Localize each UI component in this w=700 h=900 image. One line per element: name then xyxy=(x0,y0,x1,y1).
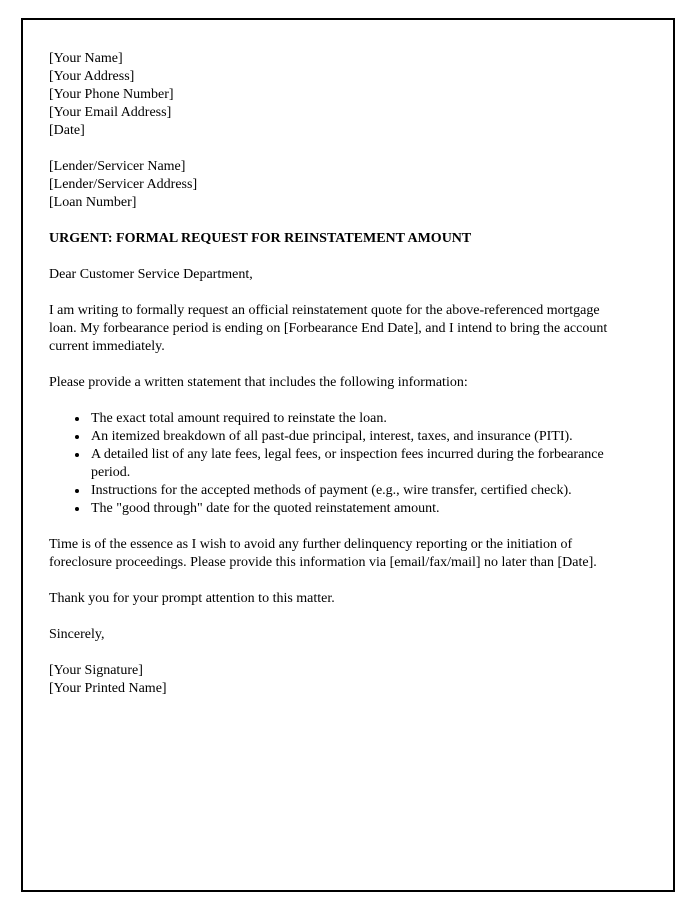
paragraph-request: Please provide a written statement that includes the following information: xyxy=(49,375,468,390)
printed-name-line: [Your Printed Name] xyxy=(49,681,167,696)
recipient-block xyxy=(49,158,623,212)
sender-email-line: [Your Email Address] xyxy=(49,105,172,120)
signature-block xyxy=(49,662,623,698)
sender-block xyxy=(49,50,623,140)
sender-date-line: [Date] xyxy=(49,123,85,138)
list-item: • The exact total amount required to reinstate the loan. xyxy=(89,410,623,428)
list-item: • An itemized breakdown of all past-due principal, interest, taxes, and insurance (PITI). xyxy=(89,428,623,446)
salutation: Dear Customer Service Department, xyxy=(49,267,253,282)
recipient-name-line: [Lender/Servicer Name] xyxy=(49,159,186,174)
recipient-address-line: [Lender/Servicer Address] xyxy=(49,177,198,192)
paragraph-thanks: Thank you for your prompt attention to this matter. xyxy=(49,591,335,606)
list-item: • Instructions for the accepted methods of payment (e.g., wire transfer, certified check). xyxy=(89,482,623,500)
request-items-list xyxy=(49,410,623,518)
subject-line: URGENT: FORMAL REQUEST FOR REINSTATEMENT AMOUNT xyxy=(49,231,472,246)
recipient-loan-number-line: [Loan Number] xyxy=(49,195,137,210)
list-item: • A detailed list of any late fees, legal fees, or inspection fees incurred during the forbearance period. xyxy=(89,446,623,482)
sender-name-line: [Your Name] xyxy=(49,51,123,66)
sender-address-line: [Your Address] xyxy=(49,69,135,84)
paragraph-urgency: Time is of the essence as I wish to avoid any further delinquency reporting or the initiation of foreclosure proceedings. Please provide this information via [email/fax/mail] no later than [Date]. xyxy=(49,537,597,570)
paragraph-intro: I am writing to formally request an official reinstatement quote for the above-referenced mortgage loan. My forbearance period is ending on [Forbearance End Date], and I intend to bring the account current immediately. xyxy=(49,303,608,354)
signature-line: [Your Signature] xyxy=(49,663,143,678)
letter-document xyxy=(21,18,675,892)
list-item: • The "good through" date for the quoted reinstatement amount. xyxy=(89,500,623,518)
closing: Sincerely, xyxy=(49,627,105,642)
sender-phone-line: [Your Phone Number] xyxy=(49,87,174,102)
